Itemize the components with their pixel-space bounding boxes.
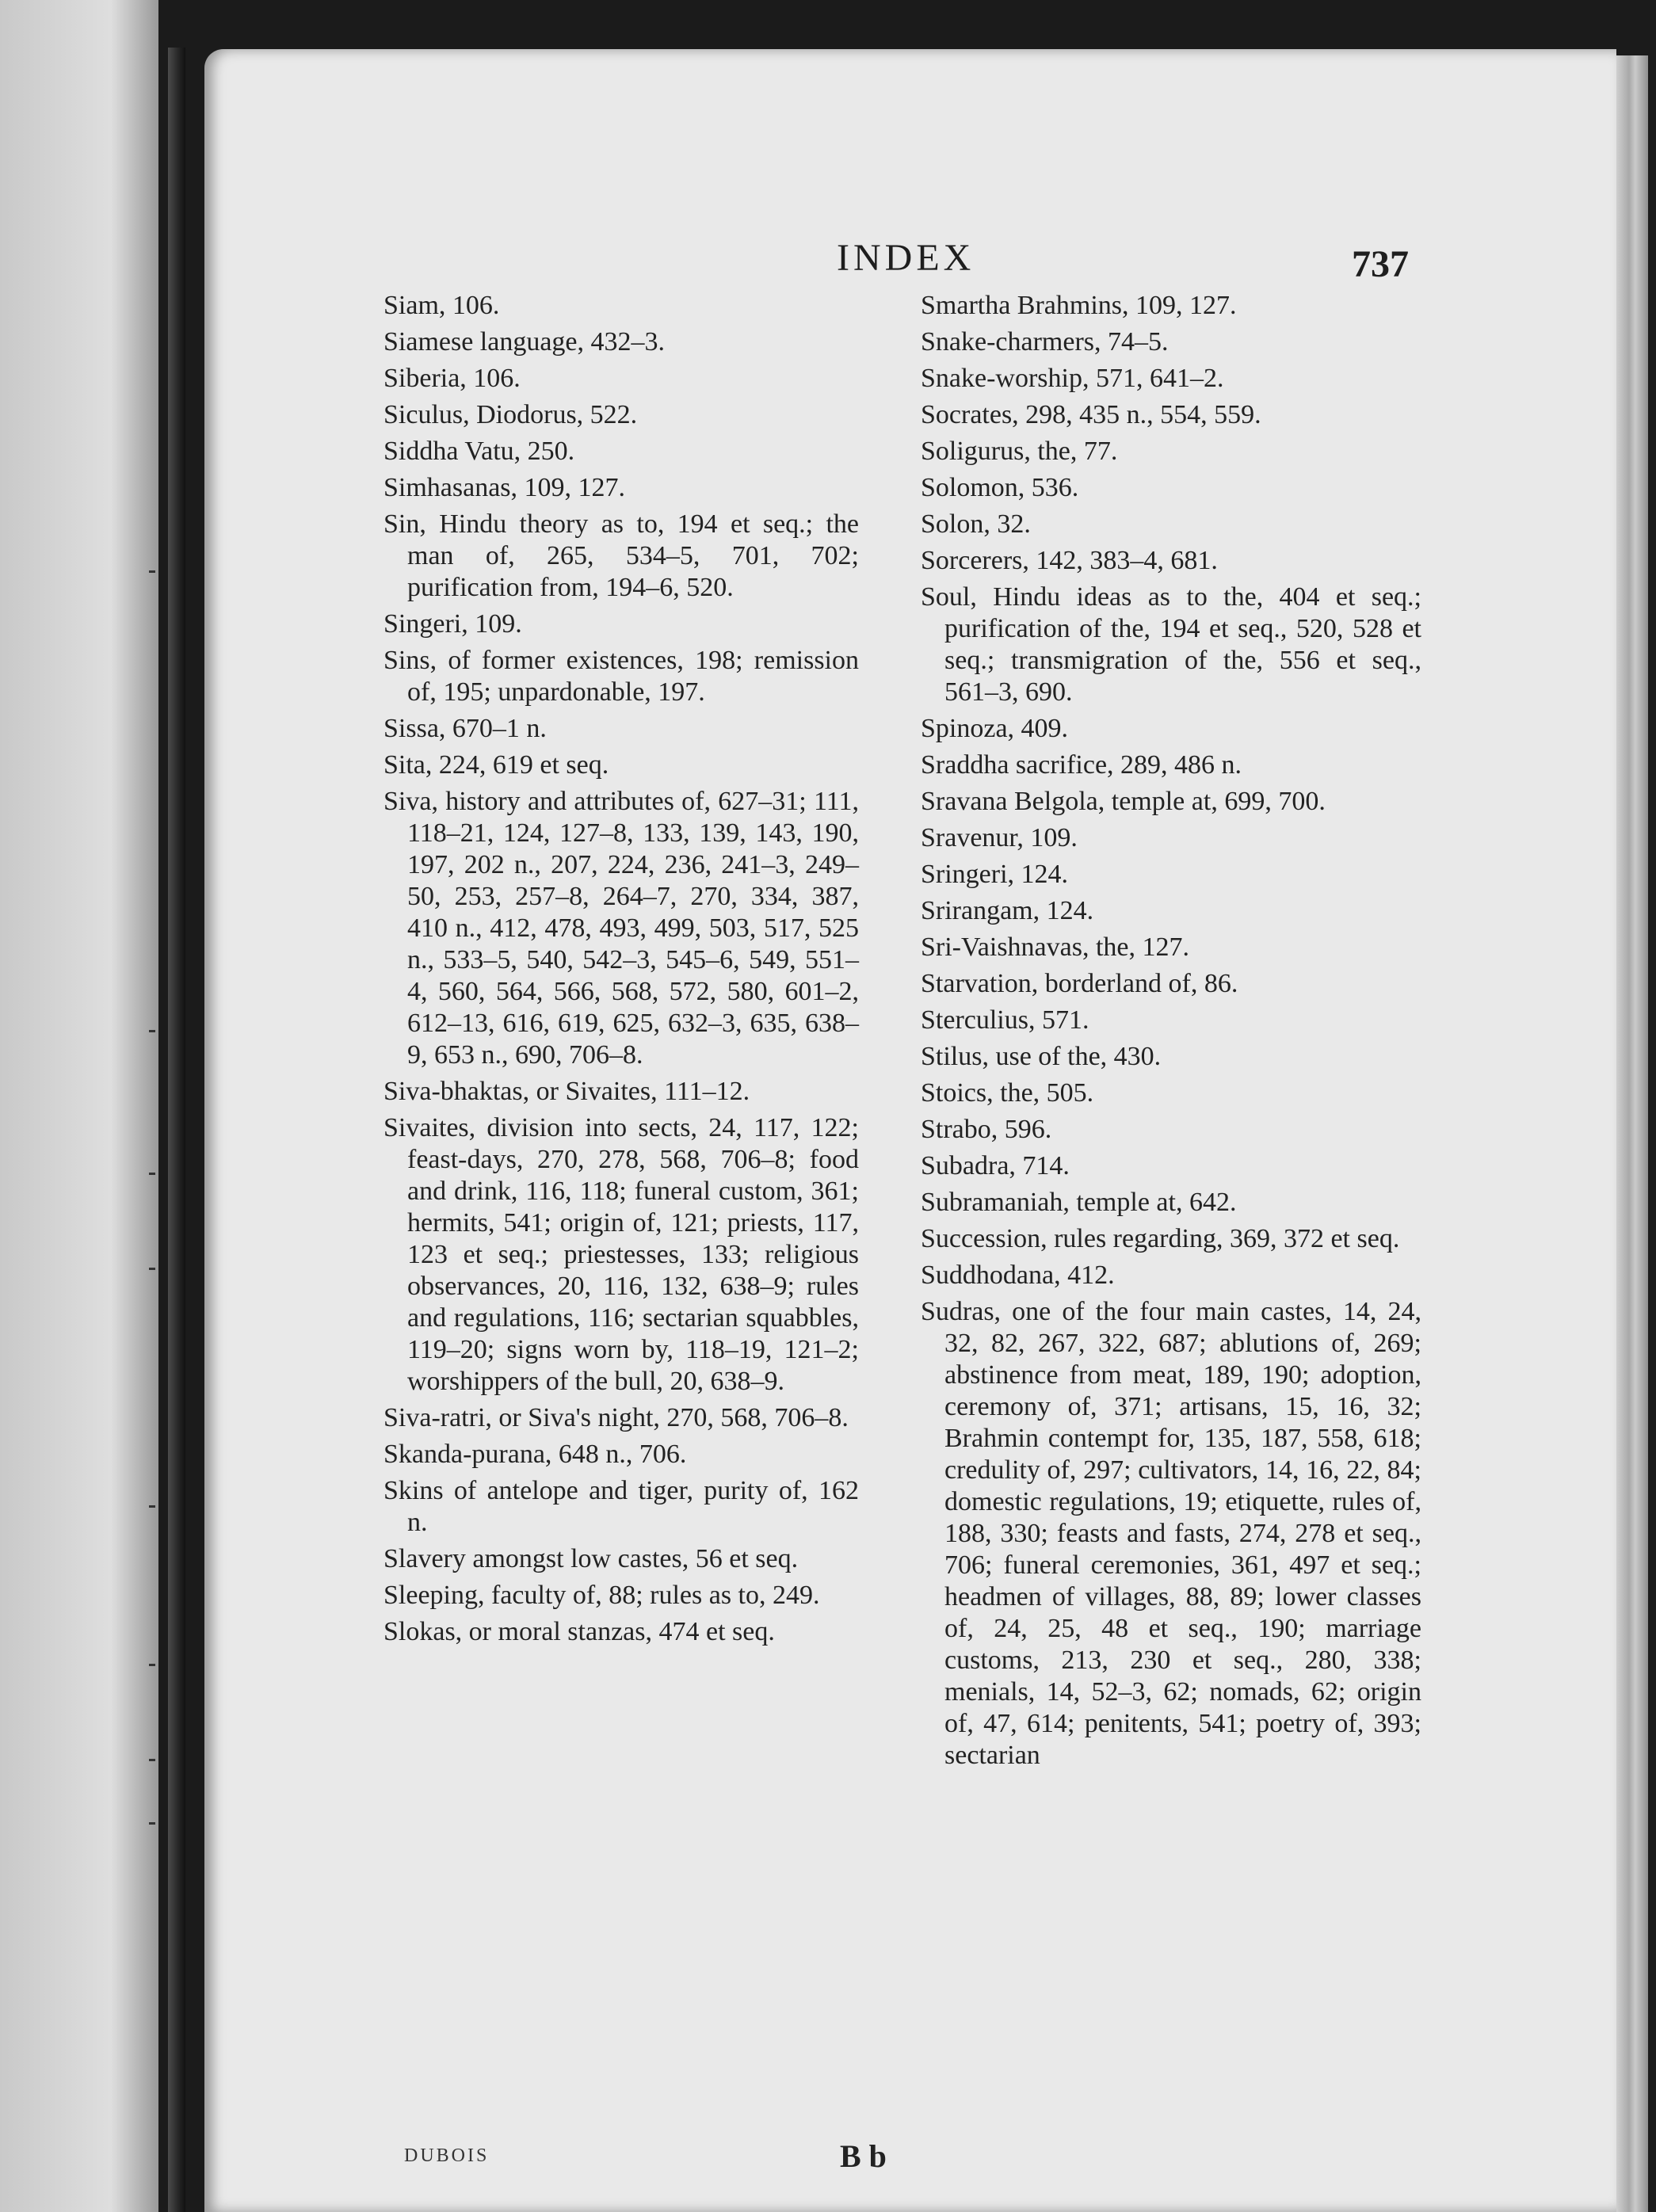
index-entry: Socrates, 298, 435 n., 554, 559.	[921, 400, 1261, 429]
index-entry: Soligurus, the, 77.	[921, 437, 1118, 466]
page-number: 737	[1352, 243, 1409, 285]
index-entry: Solomon, 536.	[921, 473, 1079, 502]
index-entry: Sivaites, division into sects, 24, 117, 122; feast-days, 270, 278, 568, 706–8; food and drink, 116, 118; funeral custom, 361; hermits, 541; origin of, 121; priests, 117, 123 et seq.; priestesses, 133; religious observances, 20, 116, 132, 638–9; rules and regulations, 116; sectarian squabbles, 119–20; signs worn by, 118–19, 121–2; worshippers of the bull, 20, 638–9.	[383, 1113, 859, 1396]
margin-mark	[149, 1173, 155, 1175]
margin-mark	[149, 1030, 155, 1032]
index-entry: Singeri, 109.	[383, 609, 522, 639]
index-entry: Siva-bhaktas, or Sivaites, 111–12.	[383, 1077, 750, 1106]
margin-mark	[149, 570, 155, 573]
index-entry: Subadra, 714.	[921, 1151, 1070, 1180]
index-entry: Siam, 106.	[383, 291, 500, 320]
adjacent-page-edge	[0, 0, 158, 2212]
index-entry: Smartha Brahmins, 109, 127.	[921, 291, 1237, 320]
page-footer	[204, 2138, 1616, 2185]
index-entry: Siculus, Diodorus, 522.	[383, 400, 638, 429]
index-entry: Snake-worship, 571, 641–2.	[921, 364, 1224, 393]
index-entry: Siamese language, 432–3.	[383, 327, 666, 357]
page-stack-edge	[1616, 55, 1648, 2212]
margin-mark	[149, 1268, 155, 1270]
index-entry: Stoics, the, 505.	[921, 1078, 1094, 1108]
index-entry: Sins, of former existences, 198; remission of, 195; unpardonable, 197.	[383, 646, 859, 707]
index-entry: Sri-Vaishnavas, the, 127.	[921, 932, 1190, 962]
index-column-left	[383, 290, 859, 1653]
margin-mark	[149, 1664, 155, 1666]
index-entry: Subramaniah, temple at, 642.	[921, 1188, 1237, 1217]
signature-mark: DUBOIS	[404, 2145, 490, 2166]
index-entry: Srirangam, 124.	[921, 896, 1094, 925]
book-spine	[168, 48, 185, 2212]
index-entry: Stilus, use of the, 430.	[921, 1042, 1162, 1071]
index-entry: Skanda-purana, 648 n., 706.	[383, 1440, 687, 1469]
margin-mark	[149, 1822, 155, 1825]
index-entry: Siva, history and attributes of, 627–31; 111, 118–21, 124, 127–8, 133, 139, 143, 190, 197, 202 n., 207, 224, 236, 241–3, 249–50, 253, 257–8, 264–7, 270, 334, 387, 410 n., 412, 478, 493, 499, 503, 517, 525 n., 533–5, 540, 542–3, 545–6, 549, 551–4, 560, 564, 566, 568, 572, 580, 601–2, 612–13, 616, 619, 625, 632–3, 635, 638–9, 653 n., 690, 706–8.	[383, 787, 859, 1070]
index-entry: Sterculius, 571.	[921, 1005, 1089, 1035]
index-entry: Spinoza, 409.	[921, 714, 1069, 743]
index-entry: Suddhodana, 412.	[921, 1260, 1115, 1290]
margin-mark	[149, 1505, 155, 1508]
index-entry: Sudras, one of the four main castes, 14, 24, 32, 82, 267, 322, 687; ablutions of, 269; abstinence from meat, 189, 190; adoption, ceremony of, 371; artisans, 15, 16, 32; Brahmin contempt for, 135, 187, 558, 618; credulity of, 297; cultivators, 14, 16, 22, 84; domestic regulations, 19; etiquette, rules of, 188, 330; feasts and fasts, 274, 278 et seq., 706; funeral ceremonies, 361, 497 et seq.; headmen of villages, 88, 89; lower classes of, 24, 25, 48 et seq., 190; marriage customs, 213, 230 et seq., 280, 338; menials, 14, 52–3, 62; nomads, 62; origin of, 47, 614; penitents, 541; poetry of, 393; sectarian	[921, 1297, 1421, 1770]
index-entry: Sorcerers, 142, 383–4, 681.	[921, 546, 1218, 575]
index-entry: Slavery amongst low castes, 56 et seq.	[383, 1544, 799, 1573]
index-entry: Sringeri, 124.	[921, 860, 1069, 889]
index-entry: Sleeping, faculty of, 88; rules as to, 249.	[383, 1581, 820, 1610]
margin-mark	[149, 1759, 155, 1761]
index-entry: Sravana Belgola, temple at, 699, 700.	[921, 787, 1326, 816]
index-entry: Siva-ratri, or Siva's night, 270, 568, 706–8.	[383, 1403, 849, 1432]
sheet-mark: B b	[840, 2138, 887, 2174]
running-head: INDEX	[837, 237, 975, 279]
index-entry: Siddha Vatu, 250.	[383, 437, 575, 466]
index-entry: Siberia, 106.	[383, 364, 521, 393]
index-entry: Simhasanas, 109, 127.	[383, 473, 626, 502]
index-entry: Solon, 32.	[921, 509, 1031, 539]
page-header	[204, 236, 1616, 292]
index-entry: Sin, Hindu theory as to, 194 et seq.; the man of, 265, 534–5, 701, 702; purification from, 194–6, 520.	[383, 509, 859, 602]
index-entry: Slokas, or moral stanzas, 474 et seq.	[383, 1617, 775, 1646]
index-entry: Sita, 224, 619 et seq.	[383, 750, 609, 780]
index-entry: Sravenur, 109.	[921, 823, 1078, 852]
index-entry: Strabo, 596.	[921, 1115, 1052, 1144]
index-entry: Succession, rules regarding, 369, 372 et seq.	[921, 1224, 1400, 1253]
index-entry: Sraddha sacrifice, 289, 486 n.	[921, 750, 1242, 780]
index-entry: Soul, Hindu ideas as to the, 404 et seq.; purification of the, 194 et seq., 520, 528 et seq.; transmigration of the, 556 et seq., 561–3, 690.	[921, 582, 1421, 707]
index-entry: Skins of antelope and tiger, purity of, 162 n.	[383, 1476, 859, 1537]
index-entry: Starvation, borderland of, 86.	[921, 969, 1238, 998]
index-column-right	[921, 290, 1421, 1776]
index-entry: Sissa, 670–1 n.	[383, 714, 547, 743]
index-entry: Snake-charmers, 74–5.	[921, 327, 1169, 357]
